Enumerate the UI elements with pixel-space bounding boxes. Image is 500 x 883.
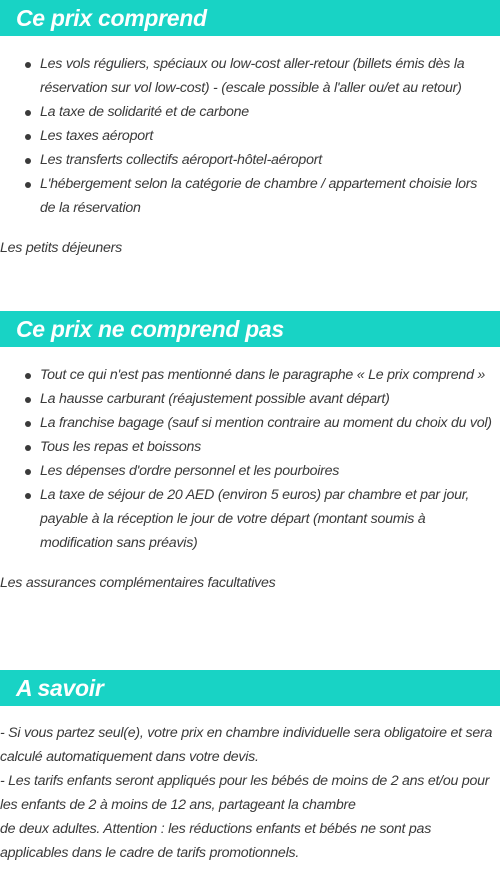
list-item: Les vols réguliers, spéciaux ou low-cost aller-retour (billets émis dès la réservation sur vol low-cost) - (escale possible à l'aller ou/et au retour)	[0, 52, 500, 100]
excluded-list	[0, 363, 500, 555]
bullet-icon	[25, 373, 31, 379]
section-title-info: A savoir	[0, 670, 500, 706]
info-paragraph	[0, 721, 500, 865]
info-line: de deux adultes. Attention : les réductions enfants et bébés ne sont pas applicables dans le cadre de tarifs promotionnels.	[0, 821, 432, 861]
bullet-icon	[25, 182, 31, 188]
bullet-icon	[25, 110, 31, 116]
list-item: Tout ce qui n'est pas mentionné dans le paragraphe « Le prix comprend »	[0, 363, 500, 387]
info-line: - Si vous partez seul(e), votre prix en chambre individuelle sera obligatoire et sera calculé automatiquement dans votre devis.	[0, 725, 493, 765]
bullet-icon	[25, 421, 31, 427]
section-title-included: Ce prix comprend	[0, 0, 500, 36]
bullet-icon	[25, 493, 31, 499]
bullet-icon	[25, 158, 31, 164]
section-info	[0, 670, 500, 865]
section-title-excluded: Ce prix ne comprend pas	[0, 311, 500, 347]
included-note: Les petits déjeuners	[0, 240, 122, 256]
list-item: Les taxes aéroport	[0, 124, 500, 148]
bullet-icon	[25, 134, 31, 140]
list-item: La franchise bagage (sauf si mention contraire au moment du choix du vol)	[0, 411, 500, 435]
list-item: La taxe de solidarité et de carbone	[0, 100, 500, 124]
list-item: La taxe de séjour de 20 AED (environ 5 euros) par chambre et par jour, payable à la réception le jour de votre départ (montant soumis à modification sans préavis)	[0, 483, 500, 555]
list-item: Les transferts collectifs aéroport-hôtel-aéroport	[0, 148, 500, 172]
list-item: Les dépenses d'ordre personnel et les pourboires	[0, 459, 500, 483]
list-item: La hausse carburant (réajustement possible avant départ)	[0, 387, 500, 411]
bullet-icon	[25, 469, 31, 475]
info-line: - Les tarifs enfants seront appliqués pour les bébés de moins de 2 ans et/ou pour les enfants de 2 à moins de 12 ans, partageant la chambre	[0, 773, 490, 813]
bullet-icon	[25, 397, 31, 403]
included-list	[0, 52, 500, 220]
section-included	[0, 0, 500, 260]
section-excluded	[0, 311, 500, 595]
bullet-icon	[25, 445, 31, 451]
list-item: L'hébergement selon la catégorie de chambre / appartement choisie lors de la réservation	[0, 172, 500, 220]
excluded-note: Les assurances complémentaires facultatives	[0, 575, 276, 591]
list-item: Tous les repas et boissons	[0, 435, 500, 459]
bullet-icon	[25, 62, 31, 68]
